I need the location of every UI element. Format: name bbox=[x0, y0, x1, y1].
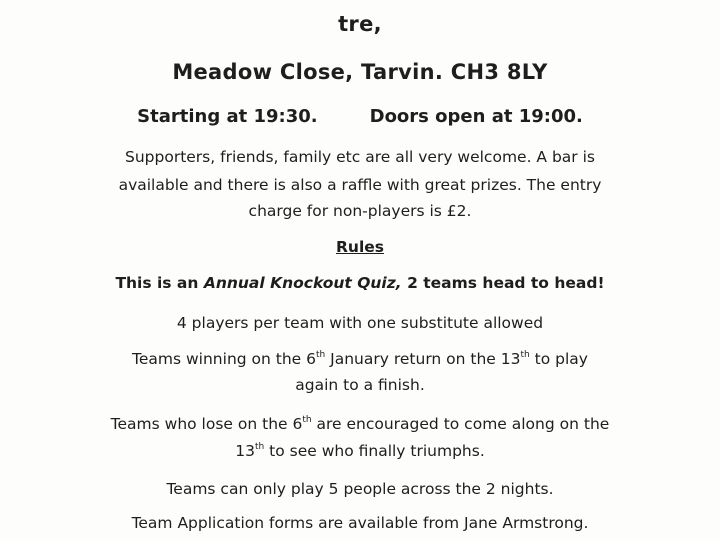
venue-address: Meadow Close, Tarvin. CH3 8LY bbox=[172, 60, 548, 84]
welcome-line-3: charge for non-players is £2. bbox=[248, 202, 472, 220]
event-times bbox=[0, 106, 720, 127]
team-size-rule: 4 players per team with one substitute allowed bbox=[176, 314, 544, 332]
winners-rule-line-1: Teams winning on the 6th January return on the 13th to play bbox=[132, 350, 588, 368]
start-time: Starting at 19:30. bbox=[137, 106, 318, 127]
welcome-line-2: available and there is also a raffle with great prizes. The entry bbox=[118, 176, 602, 194]
losers-rule-line-2: 13th to see who finally triumphs. bbox=[235, 442, 485, 460]
rules-intro: This is an Annual Knockout Quiz, 2 teams head to head! bbox=[115, 274, 605, 292]
player-limit-rule: Teams can only play 5 people across the 2 nights. bbox=[166, 480, 554, 498]
doors-time: Doors open at 19:00. bbox=[369, 106, 583, 127]
losers-rule-line-1: Teams who lose on the 6th are encouraged to come along on the bbox=[110, 415, 610, 433]
winners-rule-line-2: again to a finish. bbox=[295, 376, 425, 394]
quiz-name: Annual Knockout Quiz, bbox=[203, 274, 402, 292]
rules-heading: Rules bbox=[335, 238, 385, 256]
venue-name-fragment: tre, bbox=[338, 12, 382, 36]
welcome-line-1: Supporters, friends, family etc are all very welcome. A bar is bbox=[125, 148, 595, 166]
application-forms-note: Team Application forms are available from Jane Armstrong. bbox=[131, 514, 589, 532]
